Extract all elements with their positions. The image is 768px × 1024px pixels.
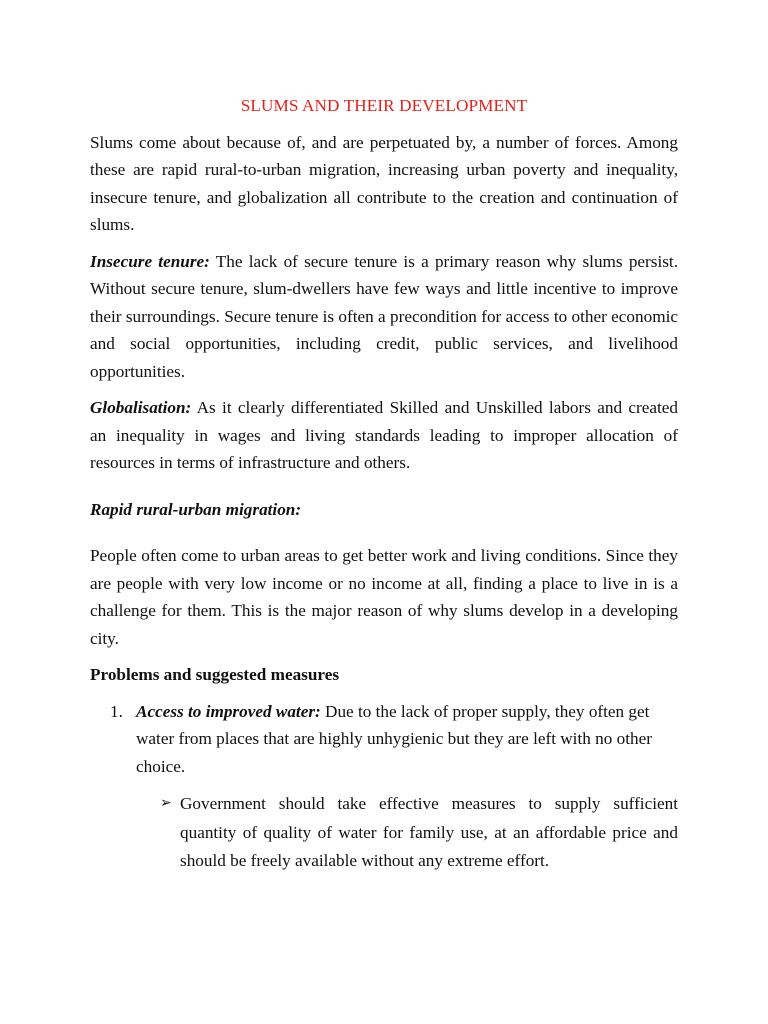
insecure-tenure-text: The lack of secure tenure is a primary reason why slums persist. Without secure tenure, slum-dwellers have few ways and little incentive to improve their surroundings. Secure tenure is often a precondition for access to other economic and social opportunities, including credit, public services, and livelihood opportunities.: [90, 251, 678, 381]
problems-heading: Problems and suggested measures: [90, 665, 340, 684]
globalisation-paragraph: [90, 394, 678, 477]
insecure-tenure-paragraph: [90, 248, 678, 386]
insecure-tenure-label: Insecure tenure:: [90, 251, 210, 271]
list-item-body: [136, 698, 678, 781]
list-item-label: Access to improved water:: [136, 701, 321, 721]
document-page: [90, 92, 678, 885]
intro-paragraph: Slums come about because of, and are perpetuated by, a number of forces. Among these are rapid rural-to-urban migration, increasing urban poverty and inequality, insecure tenure, and globalization all contribute to the creation and continuation of slums.: [90, 132, 678, 234]
bullet-item: [160, 790, 678, 876]
list-item-number: 1.: [110, 701, 123, 721]
problems-list: [90, 698, 678, 876]
globalisation-text: As it clearly differentiated Skilled and Unskilled labors and created an inequality in wages and living standards leading to improper allocation of resources in terms of infrastructure and others.: [90, 398, 678, 472]
globalisation-label: Globalisation:: [90, 398, 192, 417]
document-title: SLUMS AND THEIR DEVELOPMENT: [240, 96, 528, 115]
migration-heading: Rapid rural-urban migration:: [90, 499, 302, 519]
arrow-bullet-icon: ➢: [160, 795, 172, 811]
migration-paragraph: People often come to urban areas to get better work and living conditions. Since they are people with very low income or no income at all, finding a place to live in is a challenge for them. This is the major reason of why slums develop in a developing city.: [90, 546, 678, 648]
list-item: [90, 698, 678, 781]
list-item-text: Due to the lack of proper supply, they often get water from places that are highly unhygienic but they are left with no other choice.: [136, 701, 652, 776]
bullet-text: Government should take effective measures to supply sufficient quantity of quality of water for family use, at an affordable price and should be freely available without any extreme effort.: [180, 794, 678, 870]
